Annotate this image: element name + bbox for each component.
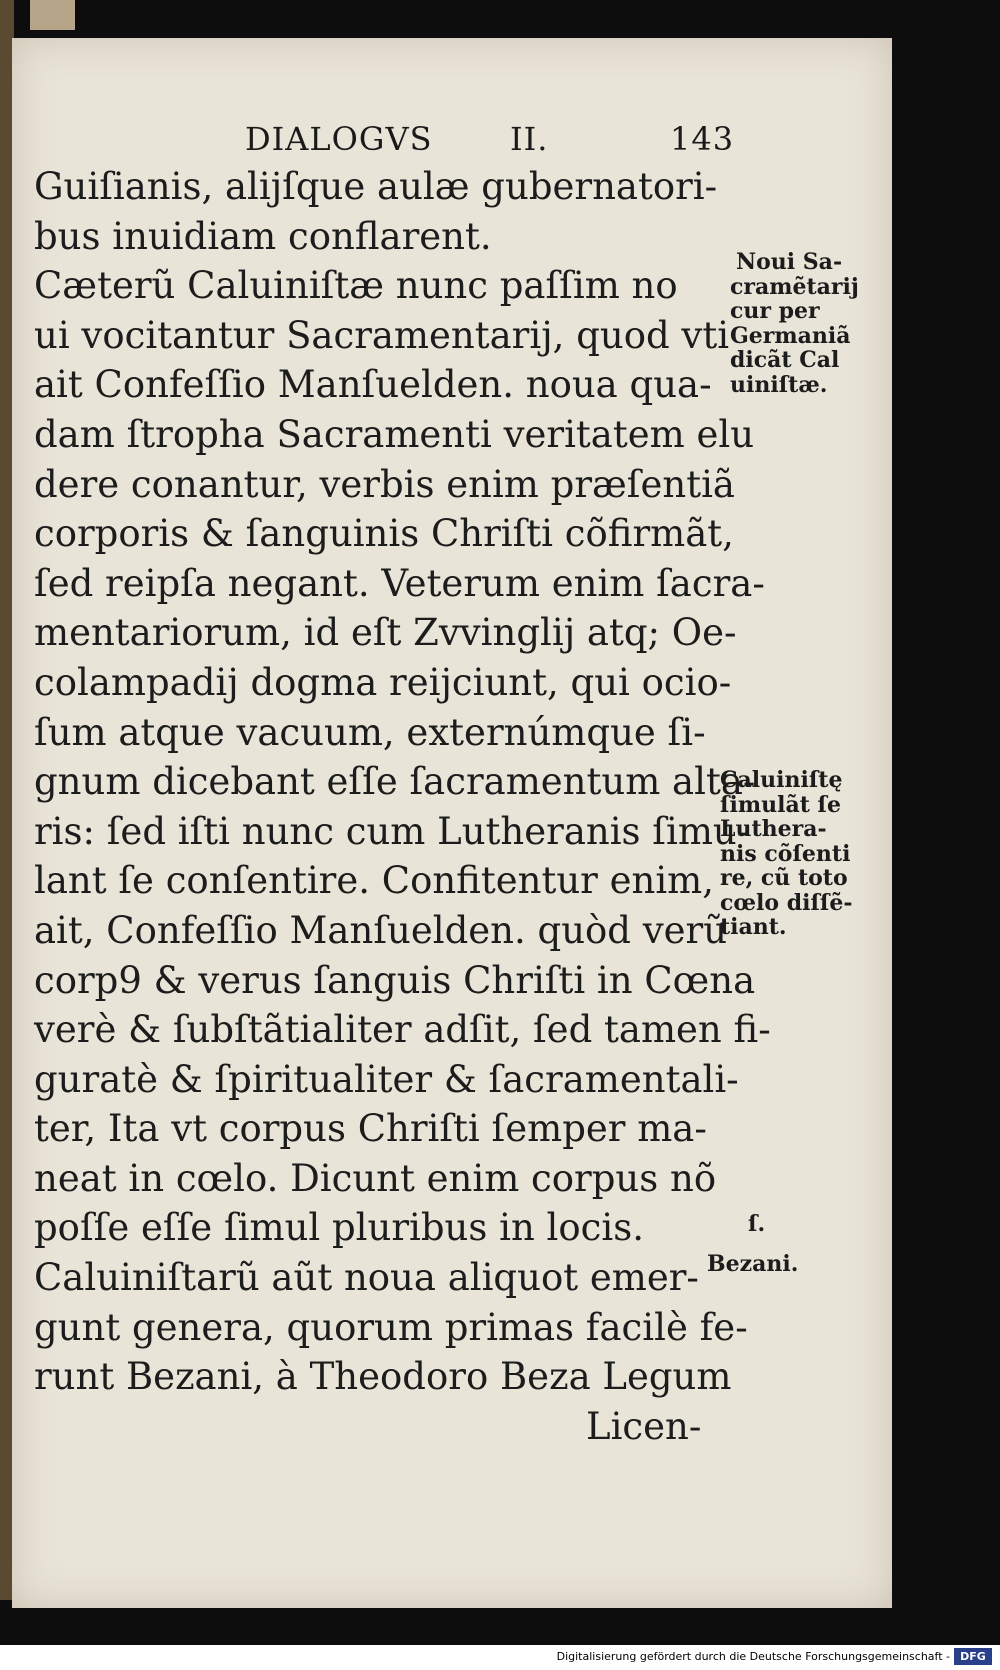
text-line: ait Confeſſio Manſuelden. noua qua- — [34, 363, 712, 407]
text-line: Guiſianis, alijſque aulæ gubernatori- — [34, 165, 718, 208]
text-line: poſſe eſſe ſimul pluribus in locis. — [34, 1206, 644, 1250]
text-line: gnum dicebant eſſe ſacramentum alta- — [34, 760, 756, 804]
text-line: dam ſtropha Sacramenti veritatem elu — [34, 412, 755, 456]
text-line: guratè & ſpiritualiter & ſacramentali- — [34, 1057, 739, 1101]
margin-line: re, cũ toto — [720, 865, 848, 891]
margin-line: cœlo diſſẽ- — [720, 889, 853, 916]
text-line: gunt genera, quorum primas facilè fe- — [34, 1305, 748, 1349]
margin-note-sacramentarii — [730, 250, 859, 397]
binding-tab — [30, 0, 75, 30]
text-line: verè & ſubſtãtialiter adſit, ſed tamen fi- — [34, 1008, 771, 1052]
text-line: neat in cœlo. Dicunt enim corpus nõ — [34, 1156, 717, 1200]
text-line: corporis & ſanguinis Chriſti cõfirmãt, — [34, 512, 734, 556]
header-title: DIALOGVS — [245, 120, 433, 158]
catchword: Licen- — [586, 1404, 702, 1448]
footer-bar — [0, 1645, 1000, 1670]
margin-line: Germaniã — [730, 322, 851, 349]
header-part-number: II. — [510, 120, 549, 158]
text-line: bus inuidiam conflarent. — [34, 214, 492, 258]
text-line: ui vocitantur Sacramentarij, quod vti — [34, 313, 730, 357]
margin-line: Noui Sa- — [736, 249, 843, 275]
margin-note-bezani — [707, 1252, 798, 1277]
text-line: ris: ſed iſti nunc cum Lutheranis ſimu- — [34, 809, 750, 853]
margin-line: cramẽtarij — [730, 273, 859, 300]
text-line: ter, Ita vt corpus Chriſti ſemper ma- — [34, 1107, 707, 1151]
margin-note-calvinistae — [720, 768, 853, 940]
text-line: mentariorum, id eſt Zvvinglij atq; Oe- — [34, 611, 737, 655]
text-line: lant ſe conſentire. Confitentur enim, — [34, 859, 715, 903]
margin-note-mark — [748, 1212, 765, 1237]
text-line: colampadij dogma reijciunt, qui ocio- — [34, 660, 732, 704]
margin-line: nis cõſenti — [720, 840, 851, 867]
margin-line: dicãt Cal — [730, 347, 840, 373]
text-line: corp9 & verus ſanguis Chriſti in Cœna — [34, 958, 756, 1002]
text-line: runt Bezani, à Theodoro Beza Legum — [34, 1355, 732, 1399]
margin-line: cur per — [730, 298, 820, 324]
margin-line: Luthera- — [720, 816, 827, 842]
dfg-logo: DFG — [954, 1648, 992, 1665]
text-line: ait, Confeſſio Manſuelden. quòd verũ — [34, 908, 728, 952]
text-line: Caluiniſtarũ aũt noua aliquot emer- — [34, 1256, 699, 1300]
text-line: dere conantur, verbis enim præſentiã — [34, 462, 735, 506]
text-line: Cæterũ Caluiniſtæ nunc paſſim no — [34, 264, 678, 308]
margin-line: uiniſtæ. — [730, 371, 828, 398]
margin-line: Caluiniſtę — [720, 767, 843, 793]
text-line: ſed reipſa negant. Veterum enim ſacra- — [34, 561, 765, 605]
margin-line: Bezani. — [707, 1251, 799, 1277]
margin-line: ſ. — [748, 1211, 766, 1237]
margin-line: ſimulãt ſe — [720, 791, 841, 818]
footer-credit: Digitalisierung gefördert durch die Deutsche Forschungsgemeinschaft - — [556, 1650, 950, 1663]
text-line: ſum atque vacuum, externúmque ſi- — [34, 710, 706, 754]
page-number: 143 — [670, 120, 735, 158]
margin-line: tiant. — [720, 914, 787, 940]
